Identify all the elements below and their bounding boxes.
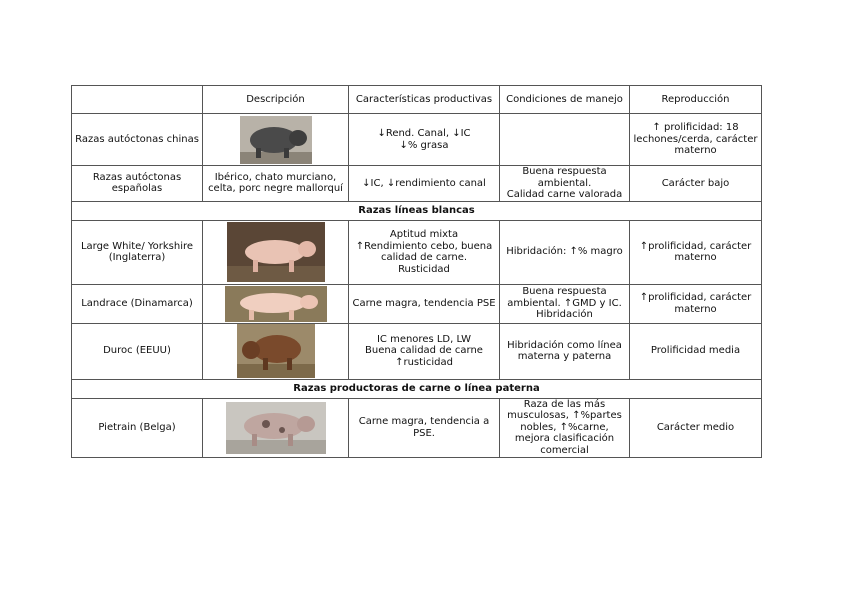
chinese-pig-photo xyxy=(240,116,312,164)
manejo-cell xyxy=(500,114,630,166)
repro-cell: ↑ prolificidad: 18 lechones/cerda, carácter materno xyxy=(630,114,762,166)
header-row xyxy=(72,86,762,114)
breed-photo-cell xyxy=(203,114,349,166)
caract-cell: Carne magra, tendencia PSE xyxy=(349,284,500,323)
caract-cell: Carne magra, tendencia a PSE. xyxy=(349,398,500,457)
caract-cell: Aptitud mixta ↑Rendimiento cebo, buena calidad de carne. Rusticidad xyxy=(349,220,500,284)
breed-photo-cell xyxy=(203,398,349,457)
caract-cell: ↓Rend. Canal, ↓IC ↓% grasa xyxy=(349,114,500,166)
header-cell-reproduccion: Reproducción xyxy=(630,86,762,114)
large-white-pig-photo xyxy=(227,222,325,282)
breed-name-cell: Pietrain (Belga) xyxy=(72,398,203,457)
pig-breeds-table xyxy=(71,85,762,458)
repro-cell: ↑prolificidad, carácter materno xyxy=(630,220,762,284)
pietrain-pig-photo xyxy=(226,402,326,454)
manejo-cell: Buena respuesta ambiental. ↑GMD y IC. Hibridación xyxy=(500,284,630,323)
section-title-white: Razas líneas blancas xyxy=(72,201,762,220)
breed-name-cell: Razas autóctonas chinas xyxy=(72,114,203,166)
breed-name-cell: Razas autóctonas españolas xyxy=(72,166,203,202)
breed-name-cell: Large White/ Yorkshire (Inglaterra) xyxy=(72,220,203,284)
repro-cell: Carácter bajo xyxy=(630,166,762,202)
section-row-paternal xyxy=(72,379,762,398)
caract-cell: IC menores LD, LW Buena calidad de carne ↑rusticidad xyxy=(349,323,500,379)
table-row xyxy=(72,166,762,202)
manejo-cell: Hibridación como línea materna y paterna xyxy=(500,323,630,379)
repro-cell: Carácter medio xyxy=(630,398,762,457)
breed-name-cell: Landrace (Dinamarca) xyxy=(72,284,203,323)
breed-name-cell: Duroc (EEUU) xyxy=(72,323,203,379)
table-row xyxy=(72,284,762,323)
table-row xyxy=(72,114,762,166)
table-row xyxy=(72,323,762,379)
table-row xyxy=(72,398,762,457)
breed-photo-cell xyxy=(203,284,349,323)
section-title-paternal: Razas productoras de carne o línea paterna xyxy=(72,379,762,398)
breed-photo-cell xyxy=(203,220,349,284)
caract-cell: ↓IC, ↓rendimiento canal xyxy=(349,166,500,202)
repro-cell: ↑prolificidad, carácter materno xyxy=(630,284,762,323)
duroc-pig-photo xyxy=(237,324,315,378)
manejo-cell: Buena respuesta ambiental. Calidad carne valorada xyxy=(500,166,630,202)
header-cell-condiciones: Condiciones de manejo xyxy=(500,86,630,114)
header-cell-empty xyxy=(72,86,203,114)
breed-photo-cell xyxy=(203,323,349,379)
manejo-cell: Hibridación: ↑% magro xyxy=(500,220,630,284)
manejo-cell: Raza de las más musculosas, ↑%partes nobles, ↑%carne, mejora clasificación comercial xyxy=(500,398,630,457)
section-row-white xyxy=(72,201,762,220)
repro-cell: Prolificidad media xyxy=(630,323,762,379)
desc-cell: Ibérico, chato murciano, celta, porc negre mallorquí xyxy=(203,166,349,202)
table-row xyxy=(72,220,762,284)
landrace-pig-photo xyxy=(225,286,327,322)
header-cell-caracteristicas: Características productivas xyxy=(349,86,500,114)
header-cell-descripcion: Descripción xyxy=(203,86,349,114)
